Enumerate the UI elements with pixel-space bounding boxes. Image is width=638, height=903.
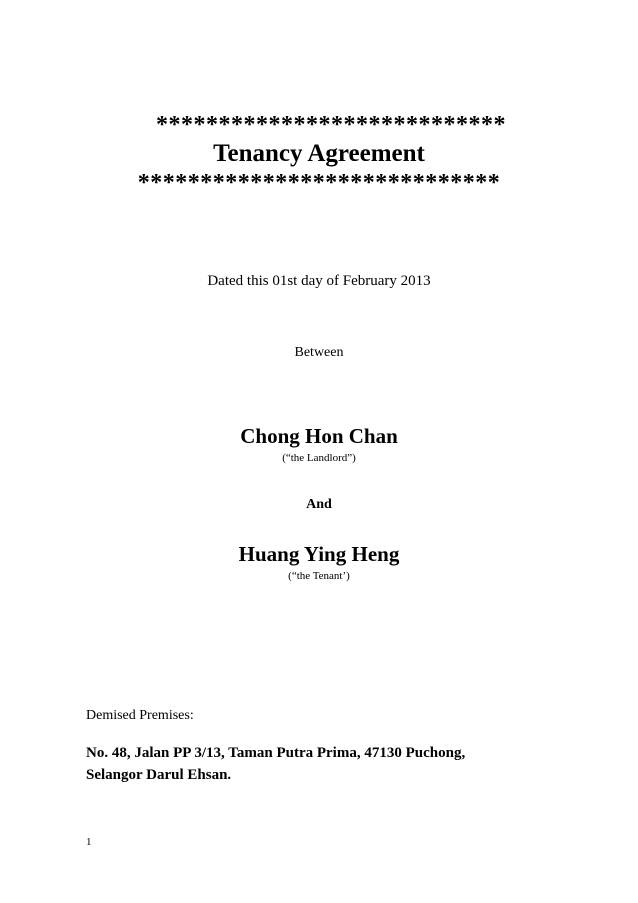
document-title: Tenancy Agreement — [213, 140, 425, 167]
landlord-role: (“the Landlord”) — [282, 452, 356, 464]
decorative-asterisk-line-top: **************************** — [156, 112, 506, 138]
address-line-1: No. 48, Jalan PP 3/13, Taman Putra Prima, 47130 Puchong, — [86, 745, 466, 761]
demised-premises-address — [86, 742, 556, 786]
between-label: Between — [294, 345, 344, 360]
and-label: And — [306, 497, 332, 512]
decorative-asterisk-line-bottom: ***************************** — [137, 170, 501, 196]
tenant-role: (“the Tenant’) — [288, 570, 350, 582]
landlord-name: Chong Hon Chan — [240, 424, 398, 448]
demised-premises-label: Demised Premises: — [86, 708, 194, 723]
date-line: Dated this 01st day of February 2013 — [207, 273, 431, 289]
tenant-name: Huang Ying Heng — [238, 542, 400, 566]
address-line-2: Selangor Darul Ehsan. — [86, 767, 232, 783]
page-number: 1 — [86, 836, 92, 848]
